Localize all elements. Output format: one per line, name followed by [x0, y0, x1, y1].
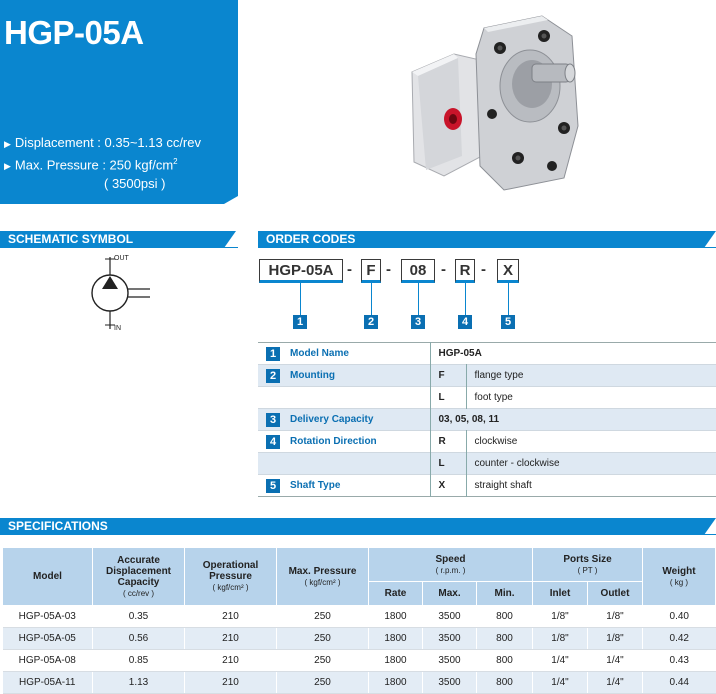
- gear-pump-illustration: [392, 6, 592, 196]
- table-row: HGP-05A-03 0.35 210 250 1800 3500 800 1/8" 1/8" 0.40: [3, 606, 716, 628]
- code-mounting: F: [361, 259, 381, 283]
- spec-displacement: ▶ Displacement : 0.35~1.13 cc/rev: [4, 135, 201, 150]
- row-name: Mounting: [290, 365, 430, 387]
- code-connector: [508, 283, 509, 315]
- order-row: [258, 431, 716, 453]
- row-code: X: [430, 475, 466, 497]
- row-badge: 3: [266, 413, 280, 427]
- order-code-badge-4: 4: [458, 315, 472, 329]
- code-capacity: 08: [401, 259, 435, 283]
- order-row: [258, 475, 716, 497]
- col-inlet: Inlet: [533, 582, 588, 606]
- col-ports: Ports Size ( PT ): [533, 548, 643, 582]
- code-dash: -: [441, 261, 446, 278]
- col-rate: Rate: [369, 582, 423, 606]
- code-dash: -: [481, 261, 486, 278]
- code-connector: [465, 283, 466, 315]
- row-name: Shaft Type: [290, 480, 341, 491]
- row-code: HGP-05A: [430, 343, 716, 365]
- row-desc: counter - clockwise: [466, 453, 716, 475]
- banner-tab: [0, 196, 224, 204]
- row-badge: 4: [266, 435, 280, 449]
- row-code: R: [430, 431, 466, 453]
- col-weight: Weight ( kg ): [643, 548, 716, 606]
- order-row: [258, 343, 716, 365]
- order-code-badge-3: 3: [411, 315, 425, 329]
- order-row: [258, 409, 716, 431]
- order-row: [258, 387, 716, 409]
- code-dash: -: [386, 261, 391, 278]
- code-shaft: X: [497, 259, 519, 283]
- section-header-order-codes: ORDER CODES: [258, 231, 704, 248]
- col-max-pressure: Max. Pressure ( kgf/cm² ): [277, 548, 369, 606]
- table-row: HGP-05A-08 0.85 210 250 1800 3500 800 1/4" 1/4" 0.43: [3, 650, 716, 672]
- order-code-badge-5: 5: [501, 315, 515, 329]
- row-badge: 2: [266, 369, 280, 383]
- row-code: L: [430, 453, 466, 475]
- col-speed: Speed ( r.p.m. ): [369, 548, 533, 582]
- headline-specs: [4, 134, 201, 193]
- order-row: [258, 365, 716, 387]
- product-title: HGP-05A: [4, 14, 144, 51]
- order-code-table: [258, 342, 716, 497]
- code-connector: [371, 283, 372, 315]
- table-row: HGP-05A-11 1.13 210 250 1800 3500 800 1/4" 1/4" 0.44: [3, 672, 716, 694]
- row-desc: straight shaft: [466, 475, 716, 497]
- row-badge: 1: [266, 347, 280, 361]
- in-label: IN: [114, 325, 121, 332]
- col-min: Min.: [477, 582, 533, 606]
- triangle-right-icon: ▶: [4, 161, 11, 172]
- row-desc: clockwise: [466, 431, 716, 453]
- col-op-pressure: Operational Pressure ( kgf/cm² ): [185, 548, 277, 606]
- row-name: Rotation Direction: [290, 436, 377, 447]
- section-rule: [0, 247, 238, 248]
- row-code: L: [430, 387, 466, 409]
- row-name: Delivery Capacity: [290, 409, 430, 431]
- spec-max-pressure: ▶ Max. Pressure : 250 kgf/$cm^2$: [4, 157, 178, 173]
- spec-header-row: [3, 548, 716, 582]
- row-code: 03, 05, 08, 11: [430, 409, 716, 431]
- row-code: F: [430, 365, 466, 387]
- order-code-badge-2: 2: [364, 315, 378, 329]
- order-row: [258, 453, 716, 475]
- specifications-table: [2, 547, 716, 694]
- col-displacement: Accurate Displacement Capacity ( cc/rev ): [93, 548, 185, 606]
- code-model: HGP-05A: [259, 259, 343, 283]
- section-rule: [258, 247, 716, 248]
- hydraulic-pump-symbol: [78, 253, 178, 337]
- section-header-schematic: SCHEMATIC SYMBOL: [0, 231, 224, 248]
- code-connector: [418, 283, 419, 315]
- order-code-badge-1: 1: [293, 315, 307, 329]
- col-outlet: Outlet: [588, 582, 643, 606]
- col-model: Model: [3, 548, 93, 606]
- row-desc: flange type: [466, 365, 716, 387]
- row-desc: foot type: [466, 387, 716, 409]
- row-name: Model Name: [290, 348, 349, 359]
- out-label: OUT: [114, 255, 129, 262]
- table-row: HGP-05A-05 0.56 210 250 1800 3500 800 1/8" 1/8" 0.42: [3, 628, 716, 650]
- banner-notch: [224, 196, 238, 204]
- code-rotation: R: [455, 259, 475, 283]
- code-connector: [300, 283, 301, 315]
- section-rule: [0, 534, 716, 535]
- col-max: Max.: [423, 582, 477, 606]
- spec-psi: ( 3500psi ): [104, 176, 166, 192]
- code-dash: -: [347, 261, 352, 278]
- row-badge: 5: [266, 479, 280, 493]
- section-header-specifications: SPECIFICATIONS: [0, 518, 704, 535]
- triangle-right-icon: ▶: [4, 139, 11, 149]
